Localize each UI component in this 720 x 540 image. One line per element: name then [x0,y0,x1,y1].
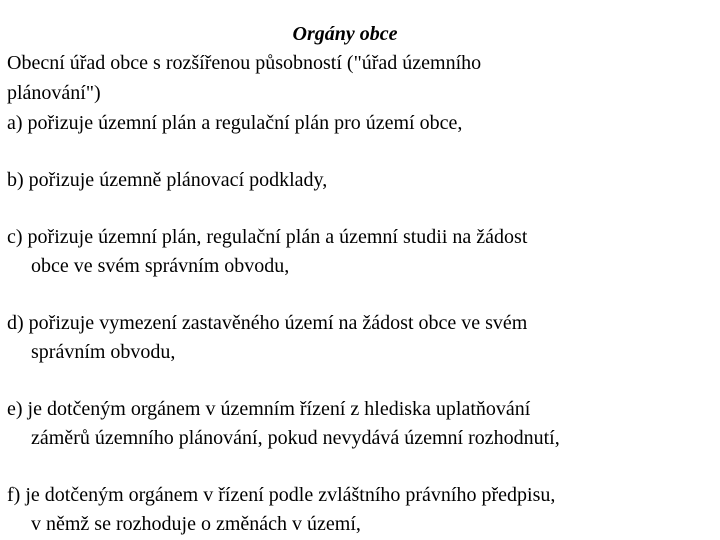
list-item-c: c) pořizuje územní plán, regulační plán a územní studii na žádost [7,226,528,248]
list-item-a: a) pořizuje územní plán a regulační plán pro území obce, [7,112,463,134]
intro-line-2: plánování") [7,82,101,104]
list-item-c-continuation: obce ve svém správním obvodu, [31,255,290,277]
list-item-f: f) je dotčeným orgánem v řízení podle zvláštního právního předpisu, [7,484,556,506]
list-item-e-continuation: záměrů územního plánování, pokud nevydává územní rozhodnutí, [31,427,560,449]
list-item-d: d) pořizuje vymezení zastavěného území na žádost obce ve svém [7,312,528,334]
list-item-b: b) pořizuje územně plánovací podklady, [7,169,328,191]
list-item-f-continuation: v němž se rozhoduje o změnách v území, [31,513,361,535]
list-item-d-continuation: správním obvodu, [31,341,176,363]
list-item-e: e) je dotčeným orgánem v územním řízení z hlediska uplatňování [7,398,531,420]
page-title: Orgány obce [292,23,398,45]
intro-line-1: Obecní úřad obce s rozšířenou působností ("úřad územního [7,52,482,74]
